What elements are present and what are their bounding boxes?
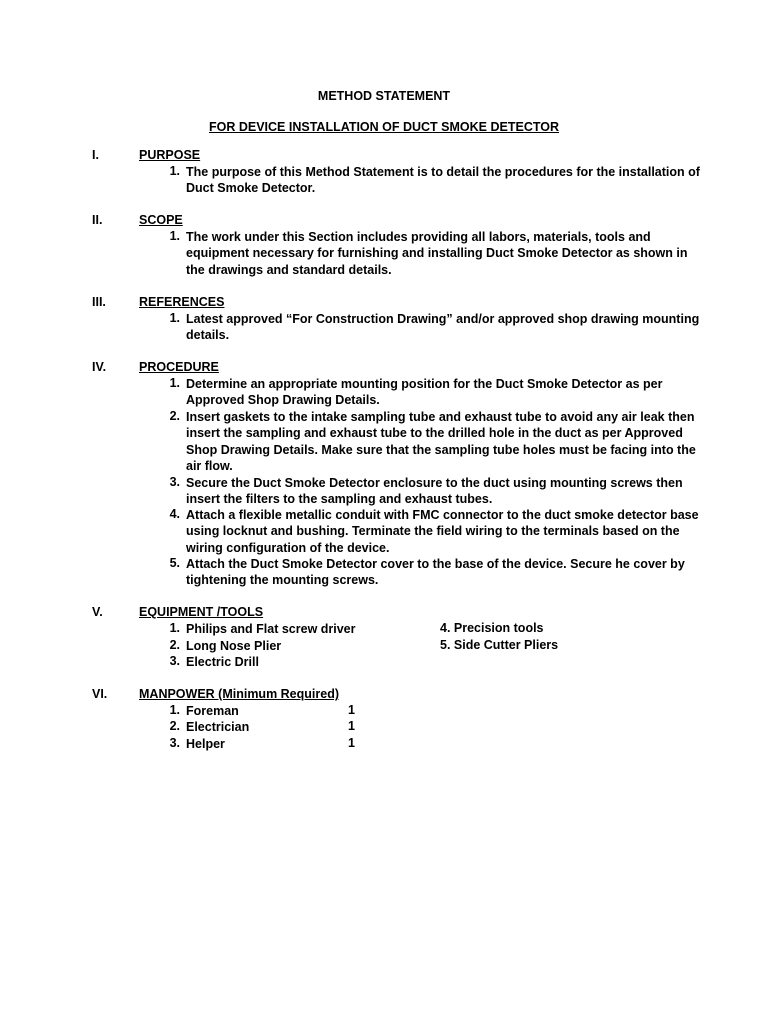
section-number: V. <box>92 605 103 619</box>
item-text: Secure the Duct Smoke Detector enclosure to the duct using mounting screws then insert the filters to the sampling and exhaust tubes. <box>186 476 683 507</box>
item-number: 1. <box>169 703 180 717</box>
section-heading: PURPOSE <box>139 148 201 162</box>
section-number: II. <box>92 213 103 227</box>
item-number: 1. <box>169 376 180 390</box>
item-text: The purpose of this Method Statement is to detail the procedures for the installation of Duct Smoke Detector. <box>186 165 700 196</box>
item-number: 3. <box>169 475 180 489</box>
document-title: METHOD STATEMENT <box>317 89 451 103</box>
item-text: Determine an appropriate mounting position for the Duct Smoke Detector as per Approved Shop Drawing Details. <box>186 377 663 408</box>
document-subtitle: FOR DEVICE INSTALLATION OF DUCT SMOKE DETECTOR <box>209 120 559 134</box>
section-number: IV. <box>92 360 107 374</box>
section-heading: MANPOWER (Minimum Required) <box>139 687 339 701</box>
item-text: Latest approved “For Construction Drawing” and/or approved shop drawing mounting details. <box>186 312 700 343</box>
item-number: 1. <box>169 229 180 243</box>
item-text: Helper <box>186 737 225 751</box>
section-heading: SCOPE <box>139 213 183 227</box>
section-heading: EQUIPMENT /TOOLS <box>139 605 264 619</box>
list-item-col2: 5. Side Cutter Pliers <box>440 638 559 652</box>
item-text: Electric Drill <box>186 655 259 669</box>
item-quantity: 1 <box>348 736 355 750</box>
item-text: Electrician <box>186 720 250 734</box>
item-number: 2. <box>169 409 180 423</box>
item-quantity: 1 <box>348 703 355 717</box>
list-item-col2: 4. Precision tools <box>440 621 544 635</box>
section-number: III. <box>92 295 106 309</box>
item-number: 4. <box>169 507 180 521</box>
item-number: 5. <box>169 556 180 570</box>
item-number: 3. <box>169 654 180 668</box>
section-heading: REFERENCES <box>139 295 225 309</box>
item-number: 2. <box>169 719 180 733</box>
item-text: Attach a flexible metallic conduit with FMC connector to the duct smoke detector base using locknut and bushing. Terminate the field wiring to the terminals based on the wiring configuration of the device. <box>186 508 699 555</box>
section-number: VI. <box>92 687 108 701</box>
item-number: 1. <box>169 621 180 635</box>
item-number: 1. <box>169 311 180 325</box>
item-text: Long Nose Plier <box>186 639 282 653</box>
item-text: Philips and Flat screw driver <box>186 622 356 636</box>
item-text: The work under this Section includes providing all labors, materials, tools and equipment necessary for furnishing and installing Duct Smoke Detector as shown in the drawings and standard details. <box>186 230 688 277</box>
item-number: 2. <box>169 638 180 652</box>
section-number: I. <box>92 148 99 162</box>
item-text: Insert gaskets to the intake sampling tube and exhaust tube to avoid any air leak then insert the sampling and exhaust tube to the drilled hole in the duct as per Approved Shop Drawing Details. Make sure that the sampling tube holes must be facing into the air flow. <box>186 410 696 474</box>
item-quantity: 1 <box>348 719 355 733</box>
item-text: Foreman <box>186 704 239 718</box>
item-text: Attach the Duct Smoke Detector cover to the base of the device. Secure he cover by tightening the mounting screws. <box>186 557 685 588</box>
item-number: 3. <box>169 736 180 750</box>
item-number: 1. <box>169 164 180 178</box>
section-heading: PROCEDURE <box>139 360 219 374</box>
